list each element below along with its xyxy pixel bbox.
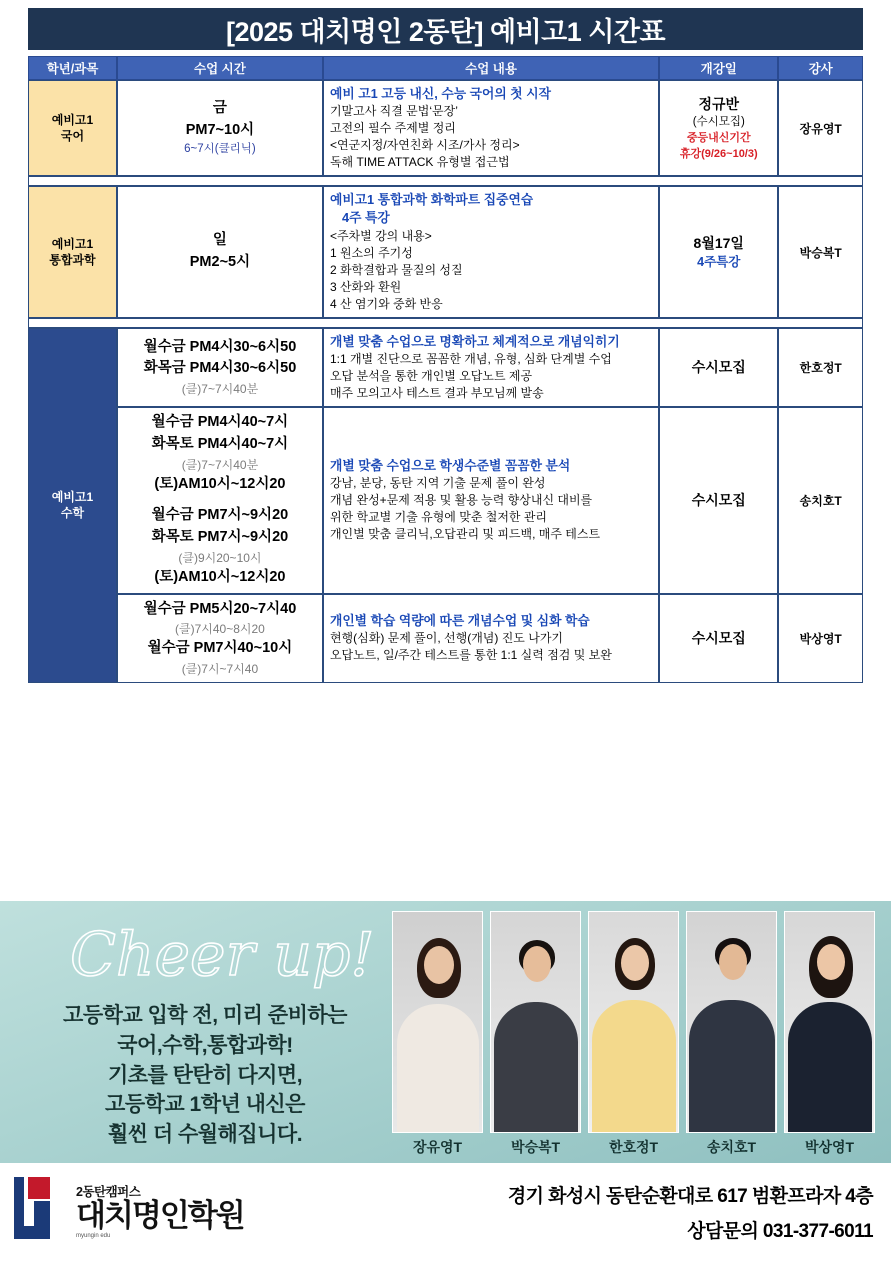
time-science	[117, 186, 323, 317]
cheer-up-script	[62, 915, 382, 1000]
teacher-photo-row	[392, 911, 875, 1157]
time-math-3-l4: (클)7시~7시40	[181, 662, 259, 676]
content-science	[323, 186, 659, 317]
teacher-name-0: 장유영T	[412, 1139, 463, 1155]
content-math-2-l2: 개념 완성+문제 적용 및 활용 능력 향상내신 대비를	[329, 493, 593, 508]
teacher-photo-song	[686, 911, 777, 1133]
start-korean-l3: 중등내신기간	[686, 131, 751, 144]
teacher-science: 박승복T	[778, 186, 863, 317]
start-math-2-text: 수시모집	[691, 492, 746, 509]
contact-info	[508, 1181, 873, 1243]
content-korean-highlight: 예비 고1 고등 내신, 수능 국어의 첫 시작	[329, 86, 551, 101]
subject-korean-l2: 국어	[60, 129, 85, 144]
content-math-2-l4: 개인별 맞춤 클리닉,오답관리 및 피드백, 매주 테스트	[329, 527, 601, 542]
teacher-math-3: 박상영T	[778, 594, 863, 684]
content-math-3-highlight: 개인별 학습 역량에 따른 개념수업 및 심화 학습	[329, 613, 590, 629]
start-math-1	[659, 328, 778, 407]
promo-line-2: 국어,수학,통합과학!	[117, 1033, 293, 1057]
promo-line-5: 훨씬 더 수월해집니다.	[107, 1123, 303, 1147]
content-korean-l4: 독해 TIME ATTACK 유형별 접근법	[329, 155, 510, 170]
page-title	[28, 8, 863, 50]
teacher-card	[490, 911, 581, 1157]
content-math-3-l1: 현행(심화) 문제 풀이, 선행(개념) 진도 나가기	[329, 631, 564, 646]
col-header-subject: 학년/과목	[28, 56, 117, 80]
schedule-table	[28, 56, 863, 683]
table-row	[28, 594, 863, 684]
subject-math-l2: 수학	[60, 506, 85, 521]
content-math-1	[323, 328, 659, 407]
promo-line-3: 기초를 탄탄히 다지면,	[107, 1063, 303, 1087]
time-math-1-l3: (클)7~7시40분	[181, 382, 259, 397]
teacher-photo-han	[588, 911, 679, 1133]
subject-science-l1: 예비고1	[51, 236, 94, 251]
promo-line-1: 고등학교 입학 전, 미리 준비하는	[63, 1004, 347, 1027]
address-line: 경기 화성시 동탄순환대로 617 범환프라자 4층	[507, 1186, 873, 1207]
cheer-up-icon	[62, 915, 382, 1000]
time-korean-day: 금	[212, 99, 227, 116]
promo-text	[20, 1001, 390, 1150]
teacher-name-3: 송치호T	[706, 1139, 757, 1155]
teacher-name-2: 한호정T	[608, 1139, 659, 1155]
content-math-1-highlight: 개별 맞춤 수업으로 명확하고 체계적으로 개념익히기	[329, 333, 620, 349]
time-science-hours: PM2~5시	[189, 254, 251, 271]
teacher-card	[392, 911, 483, 1157]
teacher-photo-park-sb	[490, 911, 581, 1133]
content-science-l5: 4 산 염기와 중화 반응	[329, 296, 443, 311]
content-science-l2: 1 원소의 주기성	[329, 245, 413, 260]
teacher-name-4: 박상영T	[804, 1139, 855, 1155]
content-science-l4: 3 산화와 환원	[329, 279, 402, 294]
time-math-2-gap	[124, 495, 316, 505]
promo-line-4: 고등학교 1학년 내신은	[105, 1093, 305, 1117]
logo-campus: 2동탄캠퍼스	[76, 1184, 141, 1199]
poster-page	[0, 8, 891, 1268]
subject-math-l1: 예비고1	[51, 490, 94, 505]
content-science-l3: 2 화학결합과 물질의 성질	[329, 262, 463, 277]
time-math-2-l8: (토)AM10시~12시20	[154, 568, 286, 585]
content-math-3	[323, 594, 659, 684]
page-title-text: [2025 대치명인 2동탄] 예비고1 시간표	[225, 16, 666, 47]
time-math-2-l3: (클)7~7시40분	[181, 457, 259, 472]
col-header-content: 수업 내용	[323, 56, 659, 80]
time-math-2-l5: 월수금 PM7시~9시20	[151, 507, 289, 524]
teacher-name-1: 박승복T	[510, 1139, 561, 1155]
time-math-3-l3: 월수금 PM7시40~10시	[147, 640, 293, 657]
start-korean	[659, 80, 778, 176]
logo-sub: myungin edu	[76, 1233, 111, 1239]
subject-korean-l1: 예비고1	[51, 112, 94, 127]
content-math-3-l2: 오답노트, 일/주간 테스트를 통한 1:1 실력 점검 및 보완	[329, 648, 612, 663]
start-math-3-text: 수시모집	[691, 630, 746, 647]
start-science-date: 8월17일	[693, 234, 744, 251]
content-math-1-l2: 오답 분석을 통한 개인별 오답노트 제공	[329, 368, 533, 383]
teacher-card	[588, 911, 679, 1157]
time-math-2-l1: 월수금 PM4시40~7시	[151, 414, 289, 430]
time-math-2-l2: 화목토 PM4시40~7시	[151, 435, 289, 452]
start-korean-l2: (수시모집)	[692, 116, 745, 129]
subject-science	[28, 186, 117, 317]
time-math-2-l6: 화목토 PM7시~9시20	[151, 529, 289, 545]
teacher-math-1: 한호정T	[778, 328, 863, 407]
time-korean	[117, 80, 323, 176]
row-spacer	[28, 176, 863, 186]
content-math-2-l3: 위한 학교별 기출 유형에 맞춘 철저한 관리	[329, 510, 548, 525]
logo-text	[76, 1186, 244, 1240]
subject-science-l2: 통합과학	[49, 253, 96, 268]
academy-logo	[14, 1177, 244, 1239]
start-math-2	[659, 407, 778, 594]
content-korean-l1: 기말고사 직결 문법‘문장’	[329, 104, 458, 119]
time-math-3-l1: 월수금 PM5시20~7시40	[143, 600, 297, 617]
table-row	[28, 328, 863, 407]
time-korean-hours: PM7~10시	[185, 121, 255, 138]
row-spacer	[28, 318, 863, 328]
time-math-3-l2: (클)7시40~8시20	[175, 622, 265, 637]
time-science-day: 일	[212, 232, 227, 249]
content-math-2-l1: 강남, 분당, 동탄 지역 기출 문제 풀이 완성	[329, 476, 546, 491]
teacher-korean: 장유영T	[778, 80, 863, 176]
table-header-row	[28, 56, 863, 80]
content-korean	[323, 80, 659, 176]
teacher-card	[784, 911, 875, 1157]
time-math-2-l7: (클)9시20~10시	[178, 550, 262, 565]
start-korean-l4: 휴강(9/26~10/3)	[679, 147, 758, 160]
content-science-highlight2: 4주 특강	[341, 210, 390, 226]
table-row	[28, 407, 863, 594]
time-korean-clinic: 6~7시(클리닉)	[184, 143, 256, 156]
time-math-2-l4: (토)AM10시~12시20	[154, 475, 286, 492]
svg-text:Cheer up!: Cheer up!	[70, 920, 375, 990]
content-korean-l2: 고전의 필수 주제별 정리	[329, 121, 456, 136]
time-math-3	[117, 594, 323, 684]
time-math-1-l1: 월수금 PM4시30~6시50	[143, 338, 297, 355]
start-science	[659, 186, 778, 317]
footer	[0, 1163, 891, 1268]
col-header-time: 수업 시간	[117, 56, 323, 80]
teacher-card	[686, 911, 777, 1157]
logo-mark-icon	[14, 1177, 70, 1239]
start-math-3	[659, 594, 778, 684]
content-math-1-l3: 매주 모의고사 테스트 결과 부모님께 발송	[329, 385, 544, 400]
teacher-photo-park-sy	[784, 911, 875, 1133]
content-science-highlight: 예비고1 통합과학 화학파트 집중연습	[329, 192, 534, 208]
subject-math	[28, 328, 117, 683]
promo-panel	[0, 901, 891, 1163]
content-science-l1: <주차별 강의 내용>	[329, 228, 432, 243]
start-math-1-text: 수시모집	[691, 359, 746, 376]
content-math-1-l1: 1:1 개별 진단으로 꼼꼼한 개념, 유형, 심화 단계별 수업	[329, 351, 612, 366]
time-math-1	[117, 328, 323, 407]
schedule-table-wrap	[28, 56, 863, 683]
teacher-math-2: 송치호T	[778, 407, 863, 594]
content-korean-l3: <연군지정/자연친화 시조/가사 정리>	[329, 138, 520, 153]
teacher-photo-jang	[392, 911, 483, 1133]
time-math-2	[117, 407, 323, 594]
start-science-note: 4주특강	[697, 255, 741, 270]
phone-line: 상담문의 031-377-6011	[687, 1221, 873, 1242]
logo-name: 대치명인학원	[76, 1198, 244, 1233]
subject-korean	[28, 80, 117, 176]
table-row	[28, 186, 863, 317]
time-math-1-l2: 화목금 PM4시30~6시50	[143, 360, 297, 377]
content-math-2-highlight: 개별 맞춤 수업으로 학생수준별 꼼꼼한 분석	[329, 458, 571, 474]
col-header-teacher: 강사	[778, 56, 863, 80]
content-math-2	[323, 407, 659, 594]
col-header-start: 개강일	[659, 56, 778, 80]
table-row	[28, 80, 863, 176]
start-korean-l1: 정규반	[698, 95, 740, 112]
